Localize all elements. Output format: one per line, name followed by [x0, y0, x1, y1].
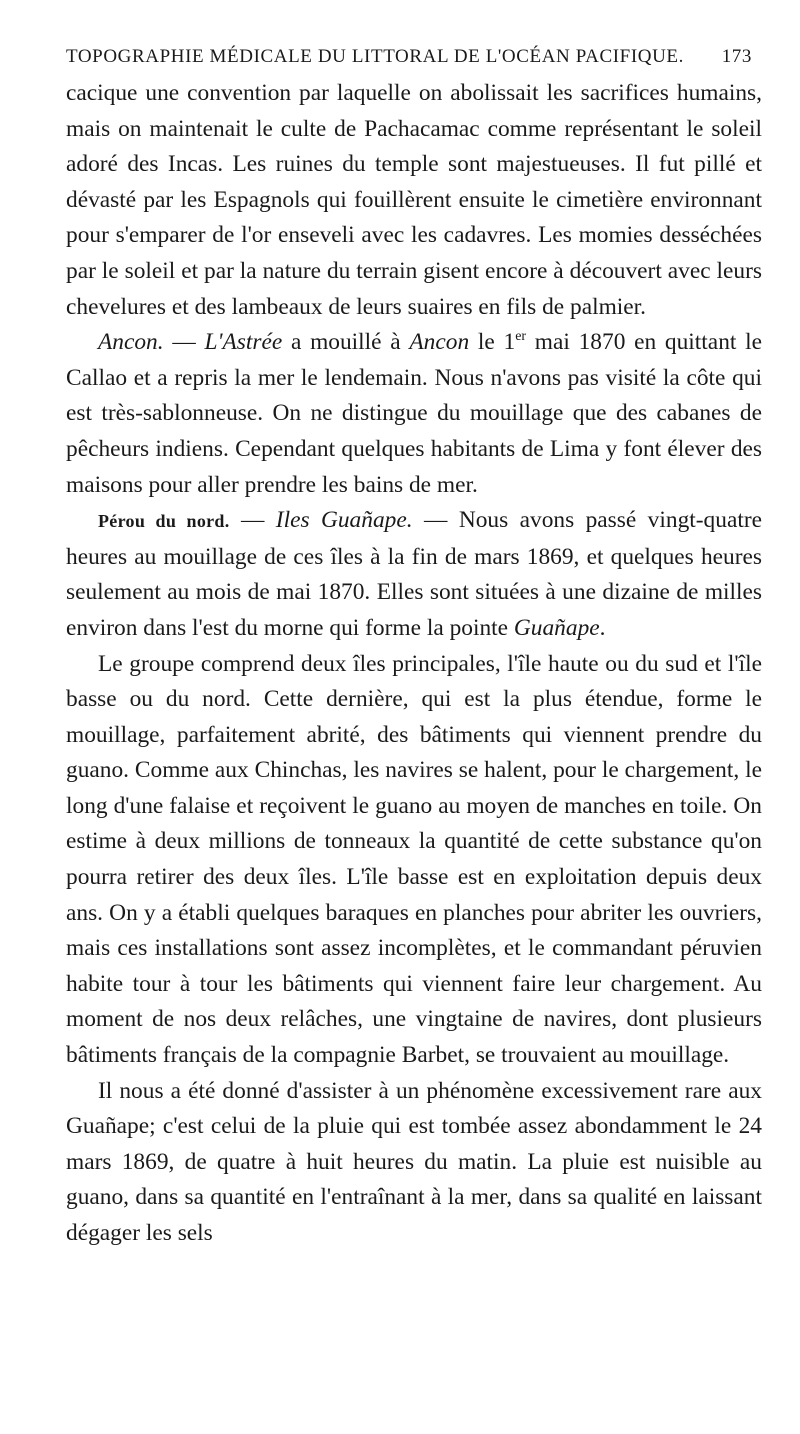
- ship-name: L'Astrée: [204, 329, 283, 356]
- text-segment: Nous avons passé vingt-quatre heures au mouillage de ces îles à la fin de mars 1869, et quelques heures seulement au mois de mai 1870. Elles sont situées à une dizaine de milles environ dans l'est du morne qui forme la pointe: [66, 507, 763, 641]
- dash: —: [412, 507, 459, 534]
- paragraph-pachacamac: cacique une convention par laquelle on abolissait les sacrifices humains, mais on maintenait le culte de Pachacamac comme représentant le soleil adoré des Incas. Les ruines du temple sont majestueuses. Il fut pillé et dévasté par les Espagnols qui fouillèrent ensuite le cimetière environnant pour s'emparer de l'or enseveli avec les cadavres. Les momies desséchées par le soleil et par la nature du terrain gisent encore à découvert avec leurs chevelures et des lambeaux de leurs suaires en fils de palmier.: [66, 80, 762, 320]
- running-head-title: TOPOGRAPHIE MÉDICALE DU LITTORAL DE L'OCÉAN PACIFIQUE.: [66, 46, 684, 67]
- dash: —: [229, 507, 276, 534]
- dash: —: [163, 329, 205, 356]
- body-text: [66, 76, 762, 1252]
- place-guanape: Guañape: [513, 614, 600, 641]
- text-segment: le 1: [469, 329, 516, 356]
- text-segment: mai 1870 en quittant le Callao et a repris la mer le lendemain. Nous n'avons pas visité la côte qui est très-sablonneuse. On ne distingue du mouillage que des cabanes de pêcheurs indiens. Cependant quelques habitants de Lima y font élever des maisons pour aller prendre les bains de mer.: [66, 329, 762, 498]
- heading-ancon: Ancon.: [98, 329, 164, 356]
- running-head: [66, 46, 762, 68]
- paragraph-groupe: Le groupe comprend deux îles principales, l'île haute ou du sud et l'île basse ou du nord. Cette dernière, qui est la plus étendue, forme le mouillage, parfaitement abrité, des bâtiments qui viennent prendre du guano. Comme aux Chinchas, les navires se halent, pour le chargement, le long d'une falaise et reçoivent le guano au moyen de manches en toile. On estime à deux millions de tonneaux la quantité de cette substance qu'on pourra retirer des deux îles. L'île basse est en exploitation depuis deux ans. On y a établi quelques baraques en planches pour abriter les ouvriers, mais ces installations sont assez incomplètes, et le commandant péruvien habite tour à tour les bâtiments qui viennent faire leur chargement. Au moment de nos deux relâches, une vingtaine de navires, dont plusieurs bâtiments français de la compagnie Barbet, se trouvaient au mouillage.: [66, 650, 762, 1069]
- paragraph-pluie: Il nous a été donné d'assister à un phénomène excessivement rare aux Guañape; c'est celui de la pluie qui est tombée assez abondamment le 24 mars 1869, de quatre à huit heures du matin. La pluie est nuisible au guano, dans sa quantité en l'entraînant à la mer, dans sa qualité en laissant dégager les sels: [66, 1077, 762, 1246]
- text-segment: .: [599, 614, 606, 641]
- heading-guanape: Iles Guañape.: [275, 507, 413, 534]
- superscript: er: [515, 329, 527, 345]
- paragraph-guanape: [66, 503, 762, 646]
- place-ancon: Ancon: [409, 329, 470, 356]
- paragraph-ancon: [66, 325, 762, 503]
- text-segment: a mouillé à: [282, 329, 410, 356]
- section-heading: Pérou du nord.: [98, 511, 230, 532]
- page-number: 173: [721, 46, 752, 67]
